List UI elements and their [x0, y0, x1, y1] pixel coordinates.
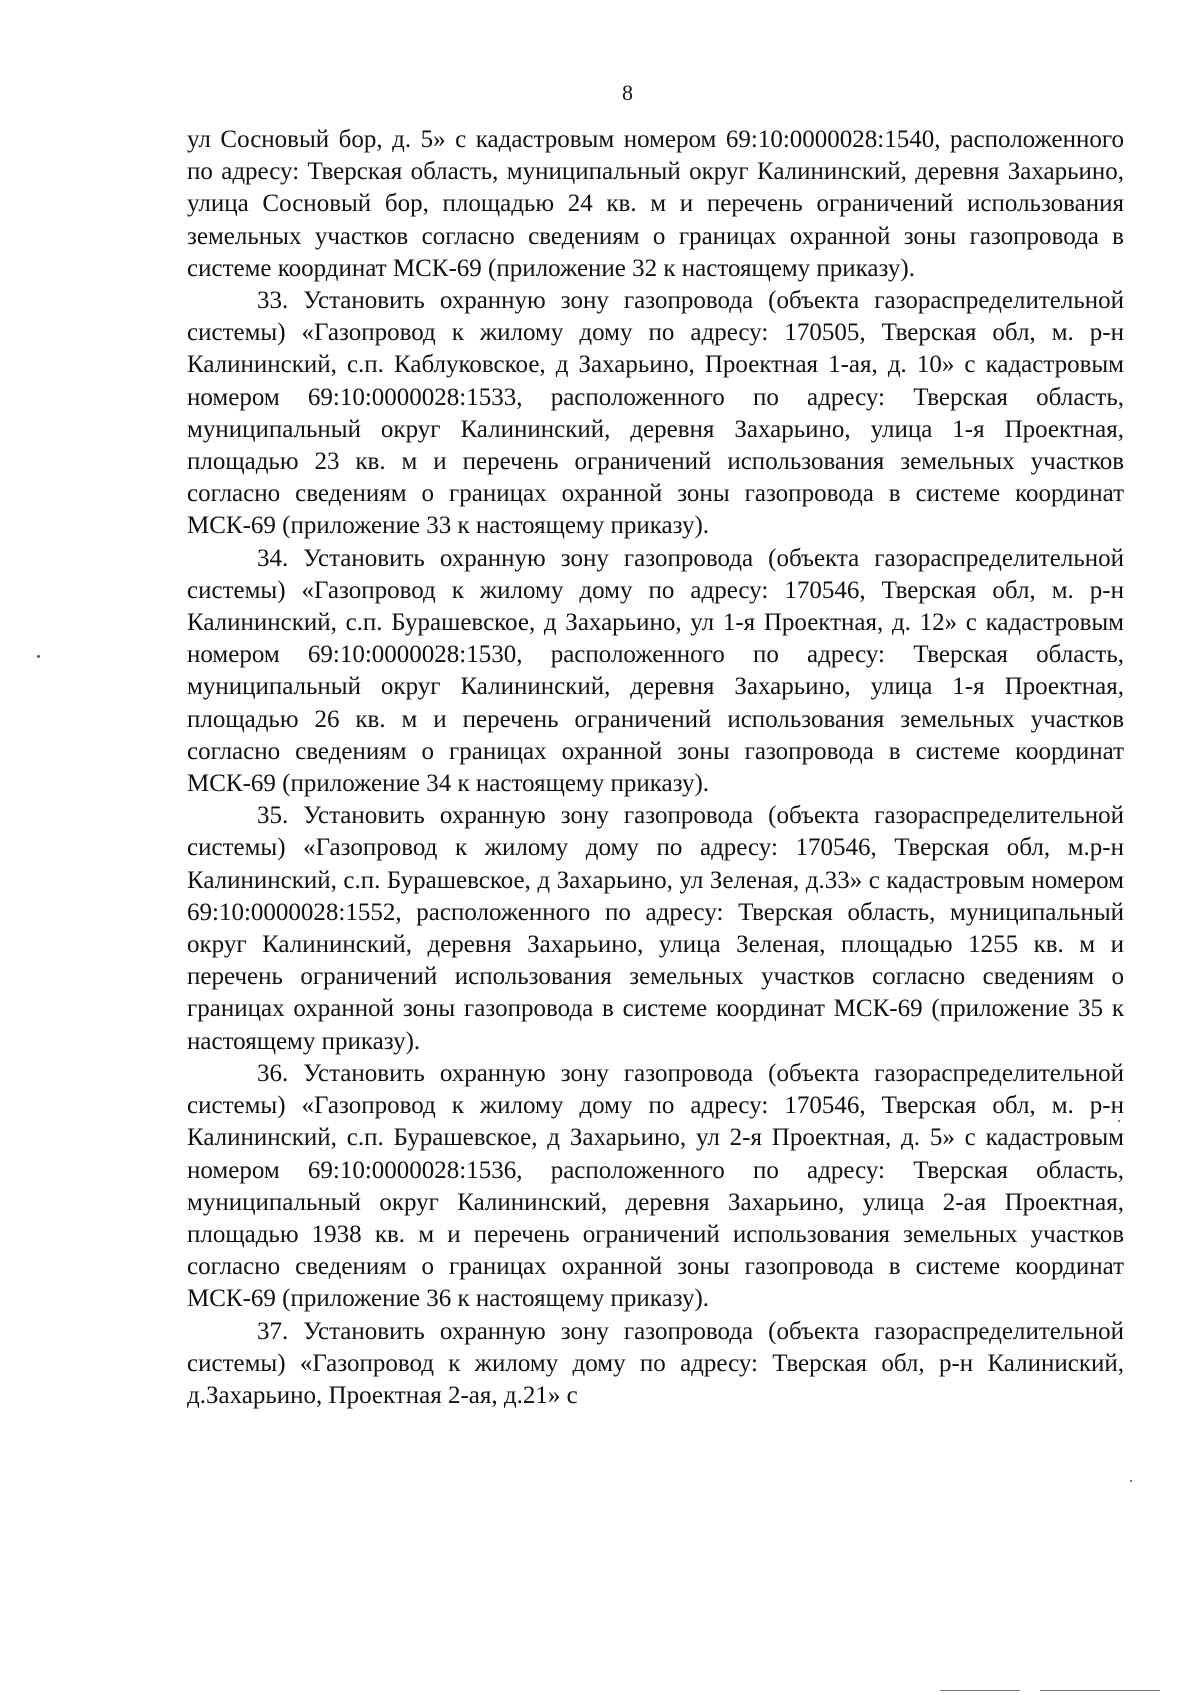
paragraph-continuation: ул Сосновый бор, д. 5» с кадастровым номером 69:10:0000028:1540, расположенного по адресу: Тверская область, муниципальный округ Калининский, деревня Захарьино, улица Сосновый бор, площадью 24 кв. м и перечень ограничений использования земельных участков согласно сведениям о границах охранной зоны газопровода в системе координат МСК-69 (приложение 32 к настоящему приказу). [187, 126, 1124, 282]
document-body [187, 124, 1124, 1412]
paragraph-item-34: 34. Установить охранную зону газопровода (объекта газораспределительной системы) «Газопровод к жилому дому по адресу: 170546, Тверская обл, м. р-н Калининский, с.п. Бурашевское, д Захарьино, ул 1-я Проектная, д. 12» с кадастровым номером 69:10:0000028:1530, расположенного по адресу: Тверская область, муниципальный округ Калининский, деревня Захарьино, улица 1-я Проектная, площадью 26 кв. м и перечень ограничений использования земельных участков согласно сведениям о границах охранной зоны газопровода в системе координат МСК-69 (приложение 34 к настоящему приказу). [187, 544, 1124, 798]
scan-edge-line [940, 1690, 1020, 1691]
paragraph-item-36: 36. Установить охранную зону газопровода (объекта газораспределительной системы) «Газопровод к жилому дому по адресу: 170546, Тверская обл, м. р-н Калининский, с.п. Бурашевское, д Захарьино, ул 2-я Проектная, д. 5» с кадастровым номером 69:10:0000028:1536, расположенного по адресу: Тверская область, муниципальный округ Калининский, деревня Захарьино, улица 2-ая Проектная, площадью 1938 кв. м и перечень ограничений использования земельных участков согласно сведениям о границах охранной зоны газопровода в системе координат МСК-69 (приложение 36 к настоящему приказу). [187, 1059, 1124, 1313]
paragraph-item-35: 35. Установить охранную зону газопровода (объекта газораспределительной системы) «Газопровод к жилому дому по адресу: 170546, Тверская обл, м.р-н Калининский, с.п. Бурашевское, д Захарьино, ул Зеленая, д.33» с кадастровым номером 69:10:0000028:1552, расположенного по адресу: Тверская область, муниципальный округ Калининский, деревня Захарьино, улица Зеленая, площадью 1255 кв. м и перечень ограничений использования земельных участков согласно сведениям о границах охранной зоны газопровода в системе координат МСК-69 (приложение 35 к настоящему приказу). [187, 802, 1124, 1055]
scan-edge-line [1040, 1690, 1160, 1691]
paragraph-item-33: 33. Установить охранную зону газопровода (объекта газораспределительной системы) «Газопровод к жилому дому по адресу: 170505, Тверская обл, м. р-н Калининский, с.п. Каблуковское, д Захарьино, Проектная 1-ая, д. 10» с кадастровым номером 69:10:0000028:1533, расположенного по адресу: Тверская область, муниципальный округ Калининский, деревня Захарьино, улица 1-я Проектная, площадью 23 кв. м и перечень ограничений использования земельных участков согласно сведениям о границах охранной зоны газопровода в системе координат МСК-69 (приложение 33 к настоящему приказу). [187, 287, 1124, 540]
page-number: 8 [622, 80, 633, 105]
scan-speck [1118, 1120, 1120, 1122]
paragraph-item-37: 37. Установить охранную зону газопровода (объекта газораспределительной системы) «Газопровод к жилому дому по адресу: Тверская обл, р-н Калиниский, д.Захарьино, Проектная 2-ая, д.21» с [187, 1317, 1124, 1409]
scan-speck [1130, 1480, 1132, 1482]
scan-speck [37, 655, 40, 658]
